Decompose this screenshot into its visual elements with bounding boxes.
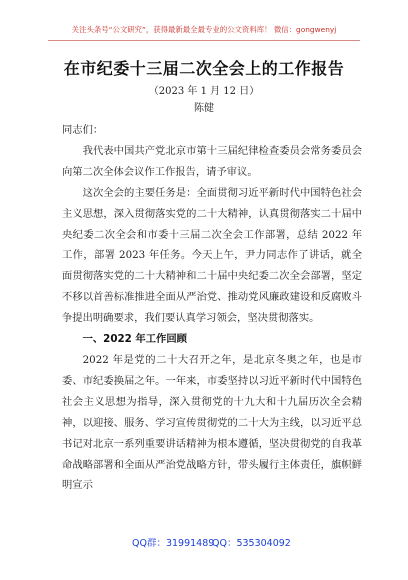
header-banner: 关注头条号“公文研究”，获得最新最全最专业的公文资料库！ 微信：gongwenyj [71, 25, 337, 34]
body-paragraph: 我代表中国共产党北京市第十三届纪律检查委员会常务委员会向第二次全体会议作工作报告，请予审议。 [62, 144, 362, 178]
section-heading: 一、2022 年工作回顾 [82, 333, 187, 346]
body-paragraph: 这次全会的主要任务是：全面贯彻习近平新时代中国特色社会主义思想，深入贯彻落实党的二十大精神，认真贯彻落实二十届中央纪委二次全会和市委十三届二次全会工作部署，总结 2022 年工作，部署 2023 年任务。今天上午，尹力同志作了讲话，就全面贯彻落实党的二十大精神和二十届中央纪委二次全会部署，坚定不移以首善标准推进全面从严治党、推动党风廉政建设和反腐败斗争提出明确要求，我们要认真学习领会，坚决贯彻落实。 [62, 186, 362, 325]
document-date: （2023 年 1 月 12 日） [148, 86, 260, 97]
header-divider [48, 40, 360, 41]
document-title: 在市纪委十三届二次全会上的工作报告 [63, 59, 345, 78]
body-paragraph: 2022 年是党的二十大召开之年，是北京冬奥之年，也是市委、市纪委换届之年。一年来，市委坚持以习近平新时代中国特色社会主义思想为指导，深入贯彻党的十九大和十九届历次全会精神，以迎接、服务、学习宣传贯彻党的二十大为主线，以习近平总书记对北京一系列重要讲话精神为根本遵循，坚决贯彻党的自我革命战略部署和全面从严治党战略方针，带头履行主体责任，旗帜鲜明宣示 [62, 353, 362, 492]
salutation: 同志们： [62, 124, 104, 136]
footer-qq-group: QQ群：31991489 [132, 538, 215, 549]
footer-qq-personal: QQ：535304092 [212, 538, 291, 549]
document-body [62, 120, 362, 496]
document-author: 陈健 [194, 103, 214, 114]
